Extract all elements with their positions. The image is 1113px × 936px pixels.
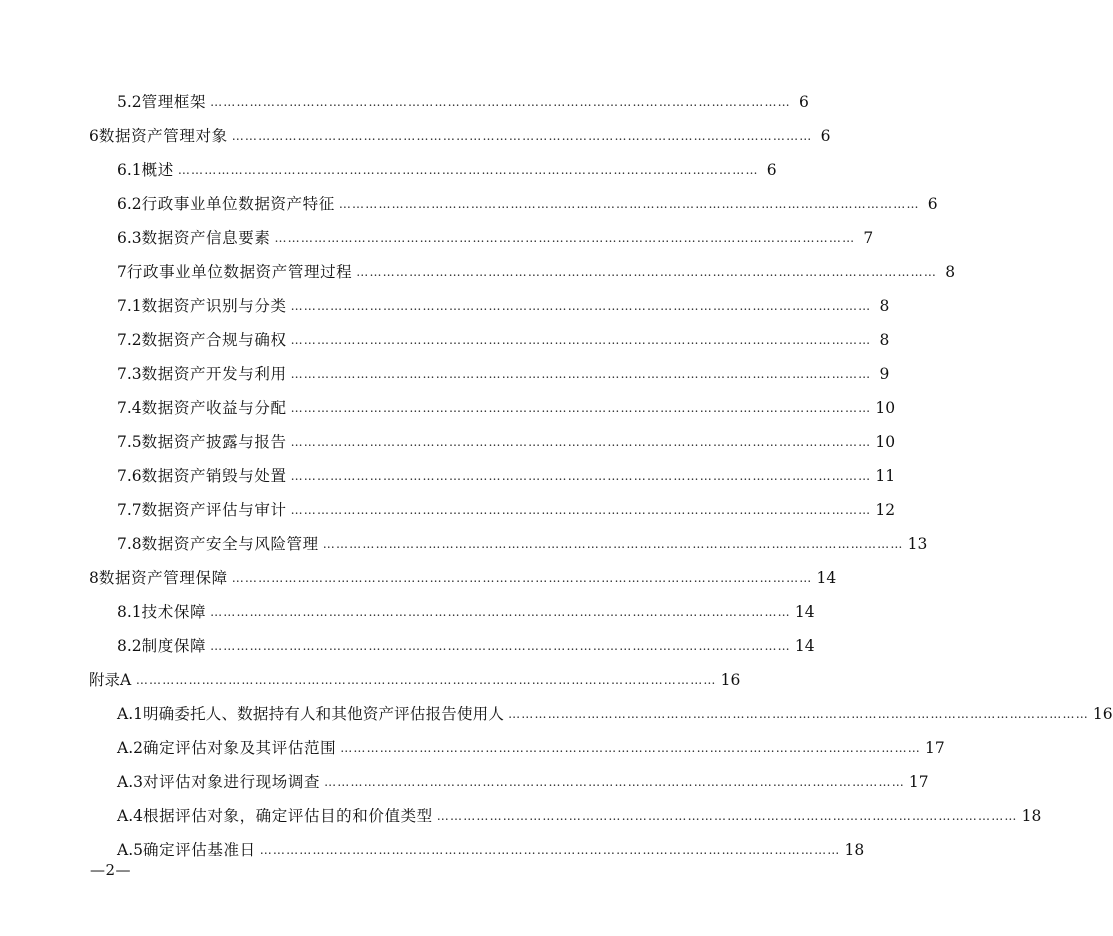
toc-number: 7.2 <box>117 331 142 349</box>
toc-entry[interactable] <box>117 702 1113 726</box>
toc-title: 数据资产管理保障 <box>98 569 228 587</box>
toc-page-number: 14 <box>816 569 837 587</box>
toc-page-number: 18 <box>1021 807 1042 825</box>
toc-number: 8.2 <box>117 637 142 655</box>
toc-number: 7.5 <box>117 433 142 451</box>
toc-title: 确定评估对象及其评估范围 <box>142 739 337 757</box>
toc-leader-dots: …………………………………………………………………………………………………………………… <box>290 367 872 381</box>
toc-number: 7.4 <box>117 399 142 417</box>
toc-number: 附录 <box>89 671 121 689</box>
toc-title: 数据资产评估与审计 <box>141 501 287 519</box>
toc-leader-dots: …………………………………………………………………………………………………………………… <box>290 299 872 313</box>
toc-number: 8.1 <box>117 603 142 621</box>
toc-page-number: 13 <box>907 535 928 553</box>
toc-number: 6.1 <box>117 161 142 179</box>
toc-leader-dots: …………………………………………………………………………………………………………………… <box>210 605 791 619</box>
toc-title: A <box>120 671 132 689</box>
toc-leader-dots: …………………………………………………………………………………………………………………… <box>135 673 717 687</box>
toc-leader-dots: …………………………………………………………………………………………………………………… <box>508 707 1089 721</box>
toc-entry[interactable] <box>117 464 896 488</box>
toc-title: 数据资产安全与风险管理 <box>141 535 319 553</box>
toc-title: 数据资产披露与报告 <box>141 433 287 451</box>
toc-entry[interactable] <box>117 90 809 114</box>
toc-page-number: 6 <box>766 161 777 179</box>
toc-entry[interactable] <box>89 668 741 692</box>
toc-entry[interactable] <box>117 396 896 420</box>
toc-entry[interactable] <box>117 770 929 794</box>
toc-leader-dots: …………………………………………………………………………………………………………………… <box>436 809 1018 823</box>
toc-leader-dots: …………………………………………………………………………………………………………………… <box>340 741 921 755</box>
toc-entry[interactable] <box>117 226 874 250</box>
toc-number: 6.2 <box>117 195 142 213</box>
toc-number: 7.6 <box>117 467 142 485</box>
toc-page-number: 8 <box>945 263 956 281</box>
toc-leader-dots: …………………………………………………………………………………………………………………… <box>290 435 872 449</box>
toc-leader-dots: …………………………………………………………………………………………………………………… <box>231 129 813 143</box>
toc-page-number: 17 <box>908 773 929 791</box>
toc-page-number: 6 <box>799 93 809 111</box>
toc-page-number: 6 <box>820 127 831 145</box>
toc-title: 行政事业单位数据资产特征 <box>141 195 335 213</box>
toc-number: 6 <box>89 127 99 145</box>
toc-number: 5.2 <box>117 93 142 111</box>
toc-entry[interactable] <box>117 294 890 318</box>
toc-title: 数据资产识别与分类 <box>141 297 287 315</box>
toc-leader-dots: …………………………………………………………………………………………………………………… <box>290 469 872 483</box>
toc-number: 7.3 <box>117 365 142 383</box>
toc-entry[interactable] <box>117 634 815 658</box>
toc-title: 明确委托人、数据持有人和其他资产评估报告使用人 <box>142 705 505 723</box>
toc-number: 8 <box>89 569 99 587</box>
toc-number: A.3 <box>117 773 143 791</box>
toc-page-number: 8 <box>879 297 890 315</box>
toc-page-number: 14 <box>794 603 815 621</box>
toc-title: 数据资产管理对象 <box>98 127 228 145</box>
toc-title: 数据资产收益与分配 <box>141 399 287 417</box>
toc-leader-dots: …………………………………………………………………………………………………………………… <box>338 197 920 211</box>
toc-page-number: 12 <box>875 501 896 519</box>
toc-entry[interactable] <box>117 838 865 862</box>
toc-page-number: 7 <box>863 229 874 247</box>
toc-entry[interactable] <box>89 566 837 590</box>
toc-title: 根据评估对象，确定评估目的和价值类型 <box>142 807 433 825</box>
toc-number: A.5 <box>117 841 143 859</box>
toc-number: 7.8 <box>117 535 142 553</box>
toc-entry[interactable] <box>117 260 956 284</box>
toc-entry[interactable] <box>117 498 896 522</box>
toc-title: 数据资产合规与确权 <box>141 331 287 349</box>
toc-entry[interactable] <box>117 532 928 556</box>
toc-title: 管理框架 <box>141 93 207 111</box>
toc-title: 制度保障 <box>141 637 207 655</box>
toc-title: 确定评估基准日 <box>142 841 256 859</box>
toc-title: 对评估对象进行现场调查 <box>142 773 321 791</box>
toc-entry[interactable] <box>117 430 896 454</box>
toc-entry[interactable] <box>89 124 831 148</box>
toc-number: 7 <box>117 263 127 281</box>
toc-leader-dots: …………………………………………………………………………………………………………………… <box>274 231 856 245</box>
toc-number: A.4 <box>117 807 143 825</box>
toc-page-number: 6 <box>927 195 938 213</box>
toc-leader-dots: …………………………………………………………………………………………………………………… <box>324 775 905 789</box>
toc-entry[interactable] <box>117 736 945 760</box>
toc-page-number: 14 <box>794 637 815 655</box>
toc-title: 行政事业单位数据资产管理过程 <box>126 263 353 281</box>
toc-entry[interactable] <box>117 328 890 352</box>
toc-title: 技术保障 <box>141 603 207 621</box>
toc-page-number: 18 <box>844 841 865 859</box>
toc-page-number: 8 <box>879 331 890 349</box>
toc-page-number: 17 <box>925 739 945 757</box>
toc-number: A.2 <box>117 739 143 757</box>
toc-entry[interactable] <box>117 600 815 624</box>
toc-title: 数据资产开发与利用 <box>141 365 287 383</box>
toc-leader-dots: …………………………………………………………………………………………………………………… <box>290 401 872 415</box>
toc-leader-dots: …………………………………………………………………………………………………………………… <box>322 537 904 551</box>
toc-leader-dots: …………………………………………………………………………………………………………………… <box>231 571 813 585</box>
toc-page-number: 9 <box>879 365 890 383</box>
toc-page-number: 16 <box>720 671 741 689</box>
toc-entry[interactable] <box>117 192 938 216</box>
toc-page-number: 16 <box>1092 705 1113 723</box>
toc-entry[interactable] <box>117 804 1042 828</box>
toc-page-number: 10 <box>875 433 896 451</box>
toc-leader-dots: …………………………………………………………………………………………………………………… <box>210 95 791 109</box>
toc-number: 6.3 <box>117 229 142 247</box>
toc-page-number: 11 <box>875 467 896 485</box>
toc-page-number: 10 <box>875 399 896 417</box>
toc-leader-dots: …………………………………………………………………………………………………………………… <box>290 503 872 517</box>
toc-title: 数据资产销毁与处置 <box>141 467 287 485</box>
toc-title: 概述 <box>141 161 174 179</box>
toc-leader-dots: …………………………………………………………………………………………………………………… <box>259 843 841 857</box>
toc-title: 数据资产信息要素 <box>141 229 271 247</box>
toc-entry[interactable] <box>117 362 890 386</box>
toc-number: 7.1 <box>117 297 142 315</box>
toc-leader-dots: …………………………………………………………………………………………………………………… <box>290 333 872 347</box>
page-number-footer: —2— <box>90 861 132 879</box>
toc-leader-dots: …………………………………………………………………………………………………………………… <box>356 265 938 279</box>
toc-leader-dots: …………………………………………………………………………………………………………………… <box>177 163 759 177</box>
toc-number: A.1 <box>117 705 143 723</box>
toc-number: 7.7 <box>117 501 142 519</box>
toc-leader-dots: …………………………………………………………………………………………………………………… <box>210 639 791 653</box>
toc-entry[interactable] <box>117 158 777 182</box>
